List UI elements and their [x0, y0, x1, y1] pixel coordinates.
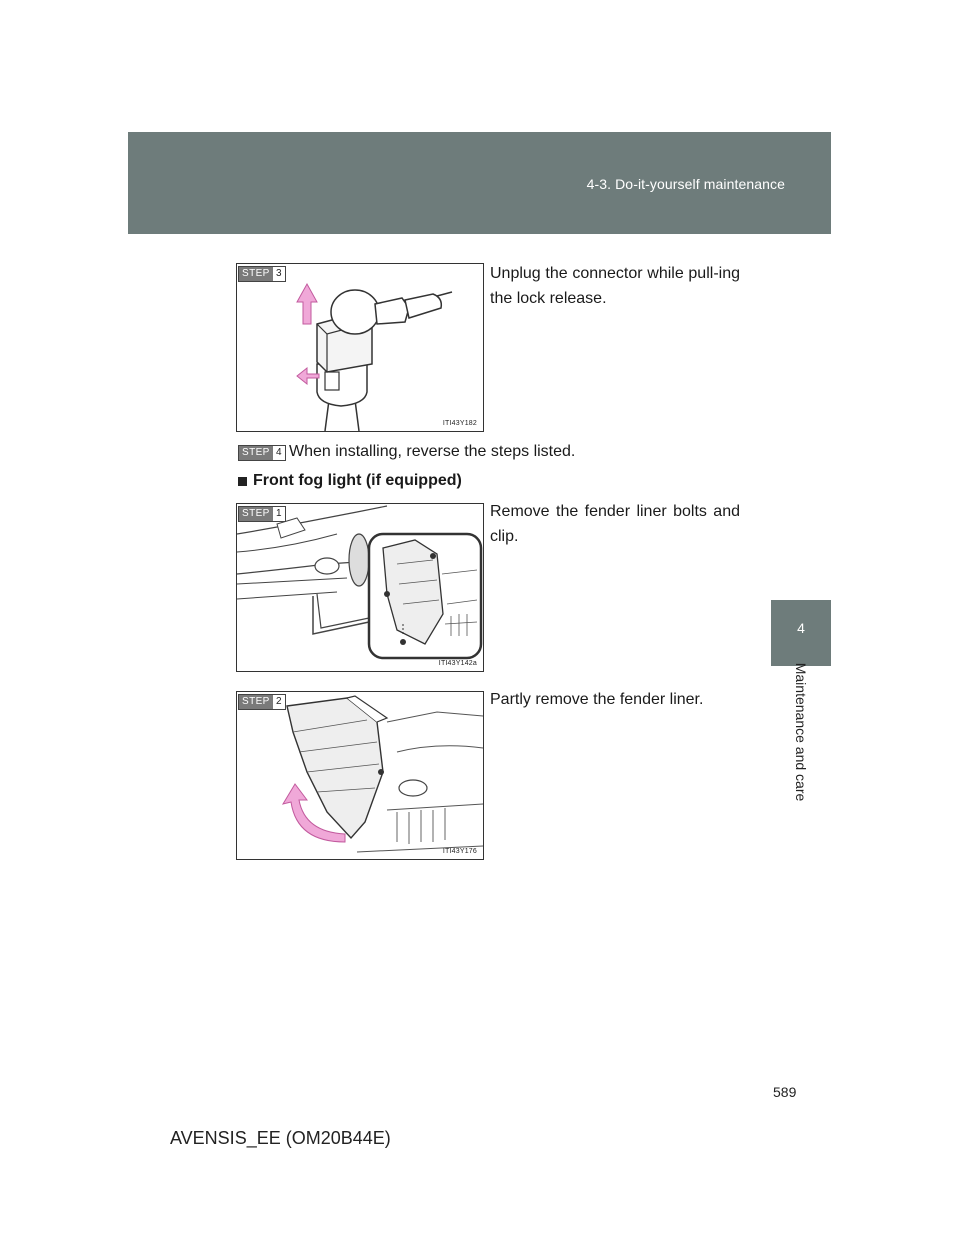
step-number: 4	[273, 446, 285, 460]
step-word: STEP	[239, 446, 273, 460]
fog-step1-instruction: Remove the fender liner bolts and clip.	[490, 503, 740, 545]
chapter-label: Maintenance and care	[793, 662, 809, 802]
chapter-number: 4	[797, 620, 805, 636]
figure-code: ITI43Y176	[442, 848, 477, 855]
footer-model: AVENSIS_EE (OM20B44E)	[170, 1128, 391, 1148]
step-word: STEP	[239, 695, 273, 709]
step-number: 3	[273, 267, 285, 281]
step-word: STEP	[239, 507, 273, 521]
header-band	[128, 132, 831, 234]
fender-liner-illustration	[237, 692, 483, 859]
connector-illustration	[237, 264, 483, 431]
step-badge-4	[238, 445, 286, 461]
step-number: 2	[273, 695, 285, 709]
figure-code: ITI43Y142a	[438, 660, 477, 667]
subheading-fog-light	[238, 472, 462, 490]
section-title: 4-3. Do-it-yourself maintenance	[586, 176, 785, 192]
black-square-icon	[238, 477, 247, 486]
figure-fender-liner	[236, 691, 484, 860]
fender-bolts-illustration	[237, 504, 483, 671]
figure-code: ITI43Y182	[442, 420, 477, 427]
step3-instruction: Unplug the connector while pull-ing the lock release.	[490, 265, 740, 307]
step-badge-3	[238, 266, 286, 282]
step-word: STEP	[239, 267, 273, 281]
page-number: 589	[773, 1084, 797, 1100]
chapter-tab	[771, 600, 831, 666]
figure-fender-bolts	[236, 503, 484, 672]
fog-step2-instruction: Partly remove the fender liner.	[490, 691, 704, 708]
subheading-text: Front fog light (if equipped)	[253, 472, 462, 489]
step-number: 1	[273, 507, 285, 521]
step-badge-1	[238, 506, 286, 522]
step4-instruction: When installing, reverse the steps listed.	[289, 443, 576, 460]
step-badge-2	[238, 694, 286, 710]
figure-connector	[236, 263, 484, 432]
